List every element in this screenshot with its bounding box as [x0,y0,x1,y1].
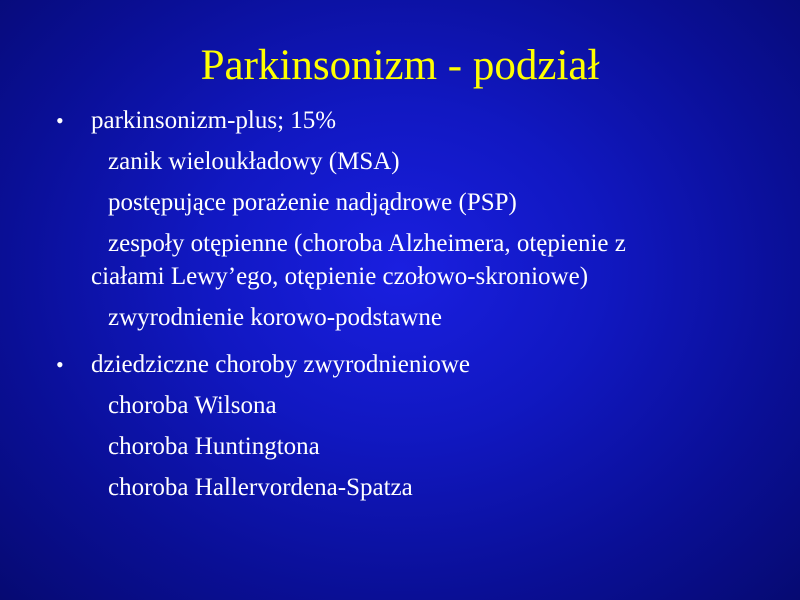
sub-item: zanik wieloukładowy (MSA) [108,148,400,175]
bullet-item [56,348,776,381]
bullet-icon: • [56,352,64,377]
bullet-item [56,104,776,137]
bullet-heading: parkinsonizm-plus; 15% [91,107,337,134]
sub-item: choroba Huntingtona [108,433,320,460]
sub-list [56,145,776,334]
slide-title: Parkinsonizm - podział [200,42,600,89]
bullet-icon: • [56,108,64,133]
slide-content [56,104,776,504]
bullet-heading: dziedziczne choroby zwyrodnieniowe [91,351,471,378]
sub-item: postępujące porażenie nadjądrowe (PSP) [108,189,517,216]
sub-item: choroba Wilsona [108,392,277,419]
sub-item: choroba Hallervordena-Spatza [108,474,413,501]
sub-list [56,389,776,504]
sub-item: zespoły otępienne (choroba Alzheimera, otępienie z ciałami Lewy’ego, otępienie czołowo-skroniowe) [91,230,626,290]
sub-item: zwyrodnienie korowo-podstawne [108,304,442,331]
